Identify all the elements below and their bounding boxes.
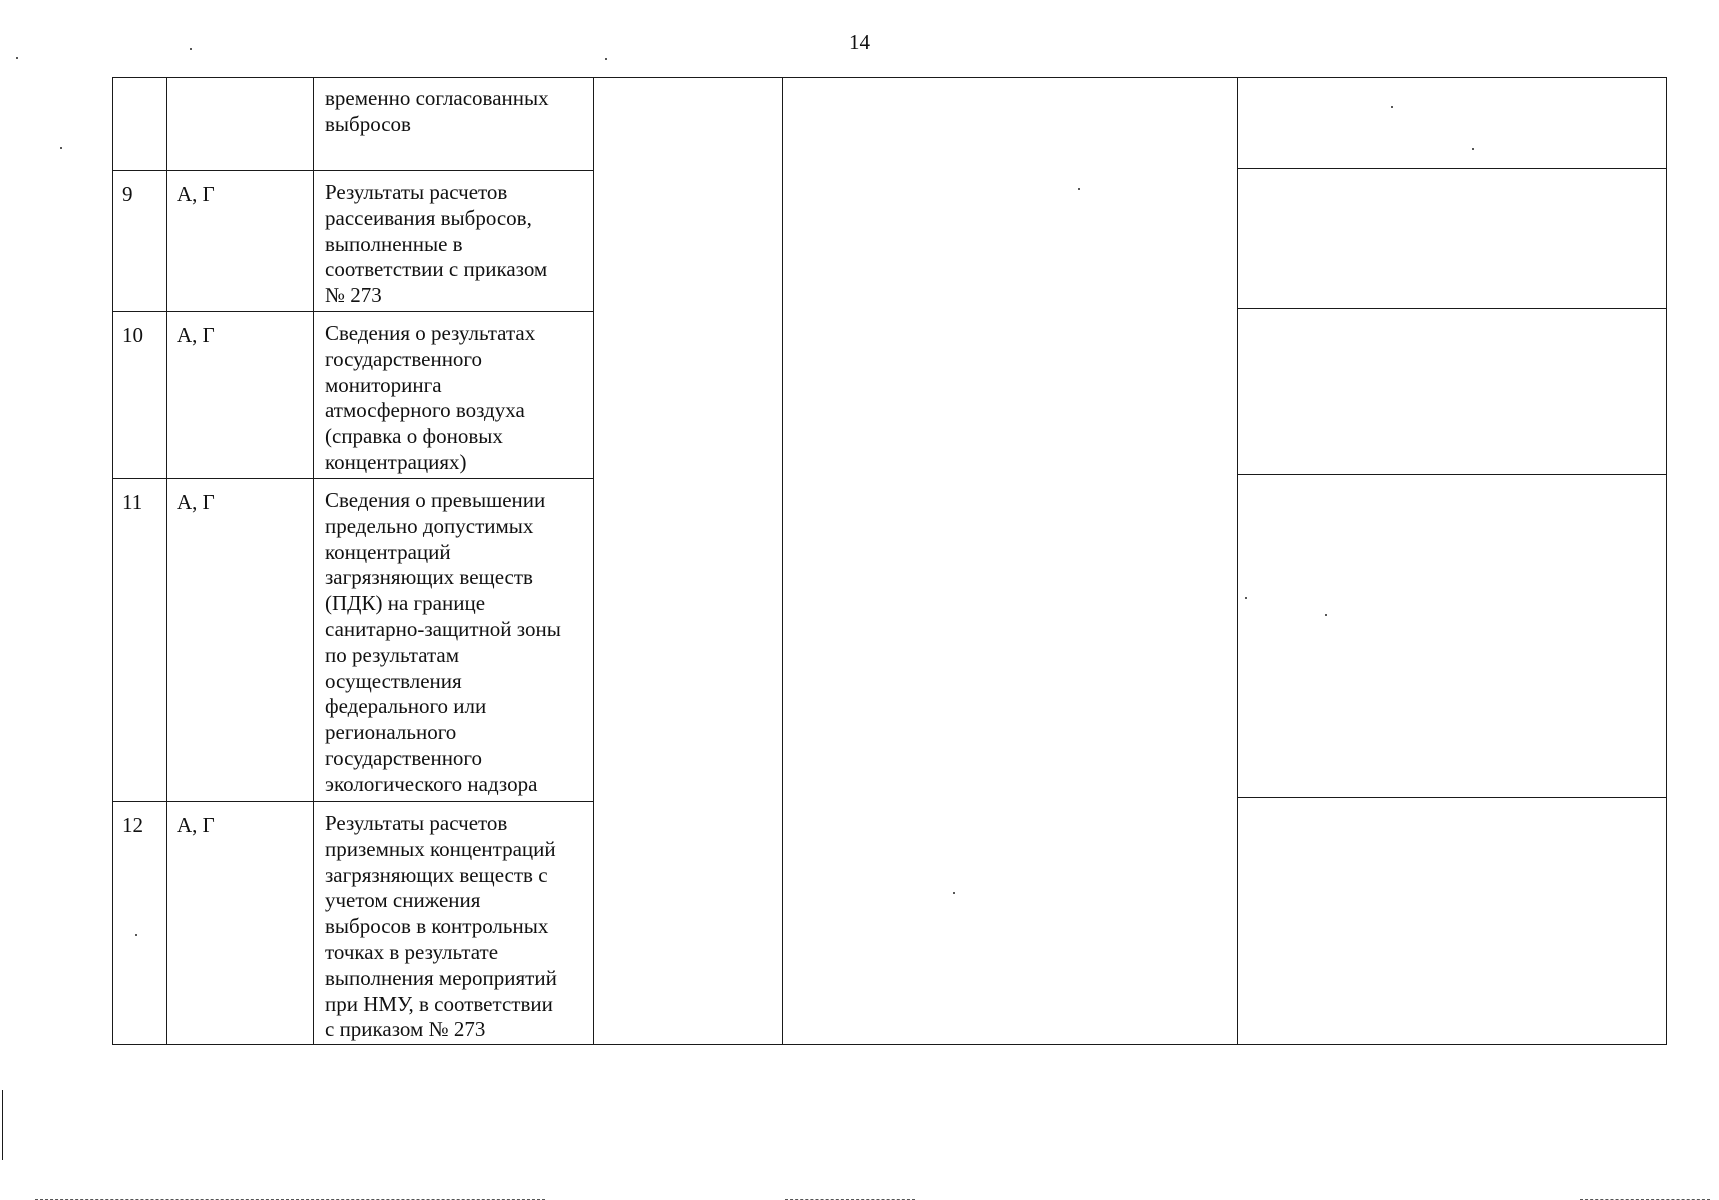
table-row [112,479,594,802]
table-row [112,171,594,312]
description-line: с приказом № 273 [325,1017,486,1042]
page-number: 14 [849,30,870,54]
description-line: приземных концентраций [325,836,556,861]
scan-speck [16,57,18,59]
description-line: соответствии с приказом [325,257,548,282]
scan-edge-mark [2,1090,3,1160]
document-table [112,77,1667,1045]
scan-speck [60,147,62,149]
description-line: Результаты расчетов [325,180,508,204]
description-line: точках в результате [325,939,499,964]
row-number-cell [112,77,167,170]
description-line: (справка о фоновых [325,424,503,449]
row-number-cell: 9 [112,171,167,311]
right-column-row-line [1237,168,1667,169]
description-line: концентраций [325,539,451,564]
description-line: рассеивания выбросов, [325,205,532,230]
description-line: (ПДК) на границе [325,591,486,616]
description-line: государственного [325,745,483,770]
scan-speck [1472,148,1474,150]
scan-speck [605,58,607,60]
row-category-cell: А, Г [167,171,314,311]
description-line: концентрациях) [325,449,467,474]
description-line: мониторинга [325,372,442,397]
description-line: атмосферного воздуха [325,398,525,423]
row-number-cell: 10 [112,312,167,478]
row-description-cell [314,171,594,311]
description-line: Результаты расчетов [325,811,508,835]
row-category-cell [167,77,314,170]
description-line: загрязняющих веществ [325,565,533,590]
scan-speck [190,48,192,50]
table-row [112,312,594,479]
description-line: предельно допустимых [325,513,534,538]
description-line: экологического надзора [325,771,538,796]
column-divider-5 [1237,77,1238,1045]
description-line: учетом снижения [325,888,481,913]
scan-speck [1078,188,1080,190]
row-category-cell: А, Г [167,479,314,801]
description-line: Сведения о результатах [325,321,536,345]
description-line: временно согласованных [325,86,549,110]
row-category-cell: А, Г [167,802,314,1045]
scan-speck [953,892,955,894]
description-line: загрязняющих веществ с [325,862,548,887]
table-row [112,77,594,171]
description-line: осуществления [325,668,462,693]
description-line: регионального [325,720,457,745]
description-line: выполнения мероприятий [325,965,557,990]
column-divider-4 [782,77,783,1045]
row-description-cell [314,802,594,1045]
description-line: № 273 [325,283,382,308]
description-line: федерального или [325,694,487,719]
scan-speck [1325,614,1327,616]
description-line: Сведения о превышении [325,488,546,512]
description-line: выбросов [325,111,411,136]
right-column-row-line [1237,474,1667,475]
right-column-row-line [1237,797,1667,798]
table-row [112,802,594,1045]
description-line: при НМУ, в соответствии [325,991,553,1016]
row-description-cell [314,479,594,801]
row-description-cell [314,312,594,478]
scan-speck [1391,106,1393,108]
scan-speck [135,934,137,936]
description-line: по результатам [325,642,460,667]
description-line: санитарно-защитной зоны [325,616,561,641]
row-description-cell [314,77,594,170]
description-line: выполненные в [325,231,463,256]
description-line: выбросов в контрольных [325,914,549,939]
row-number-cell: 11 [112,479,167,801]
row-category-cell: А, Г [167,312,314,478]
right-column-row-line [1237,308,1667,309]
row-number-cell: 12 [112,802,167,1045]
scan-speck [1245,597,1247,599]
description-line: государственного [325,346,483,371]
